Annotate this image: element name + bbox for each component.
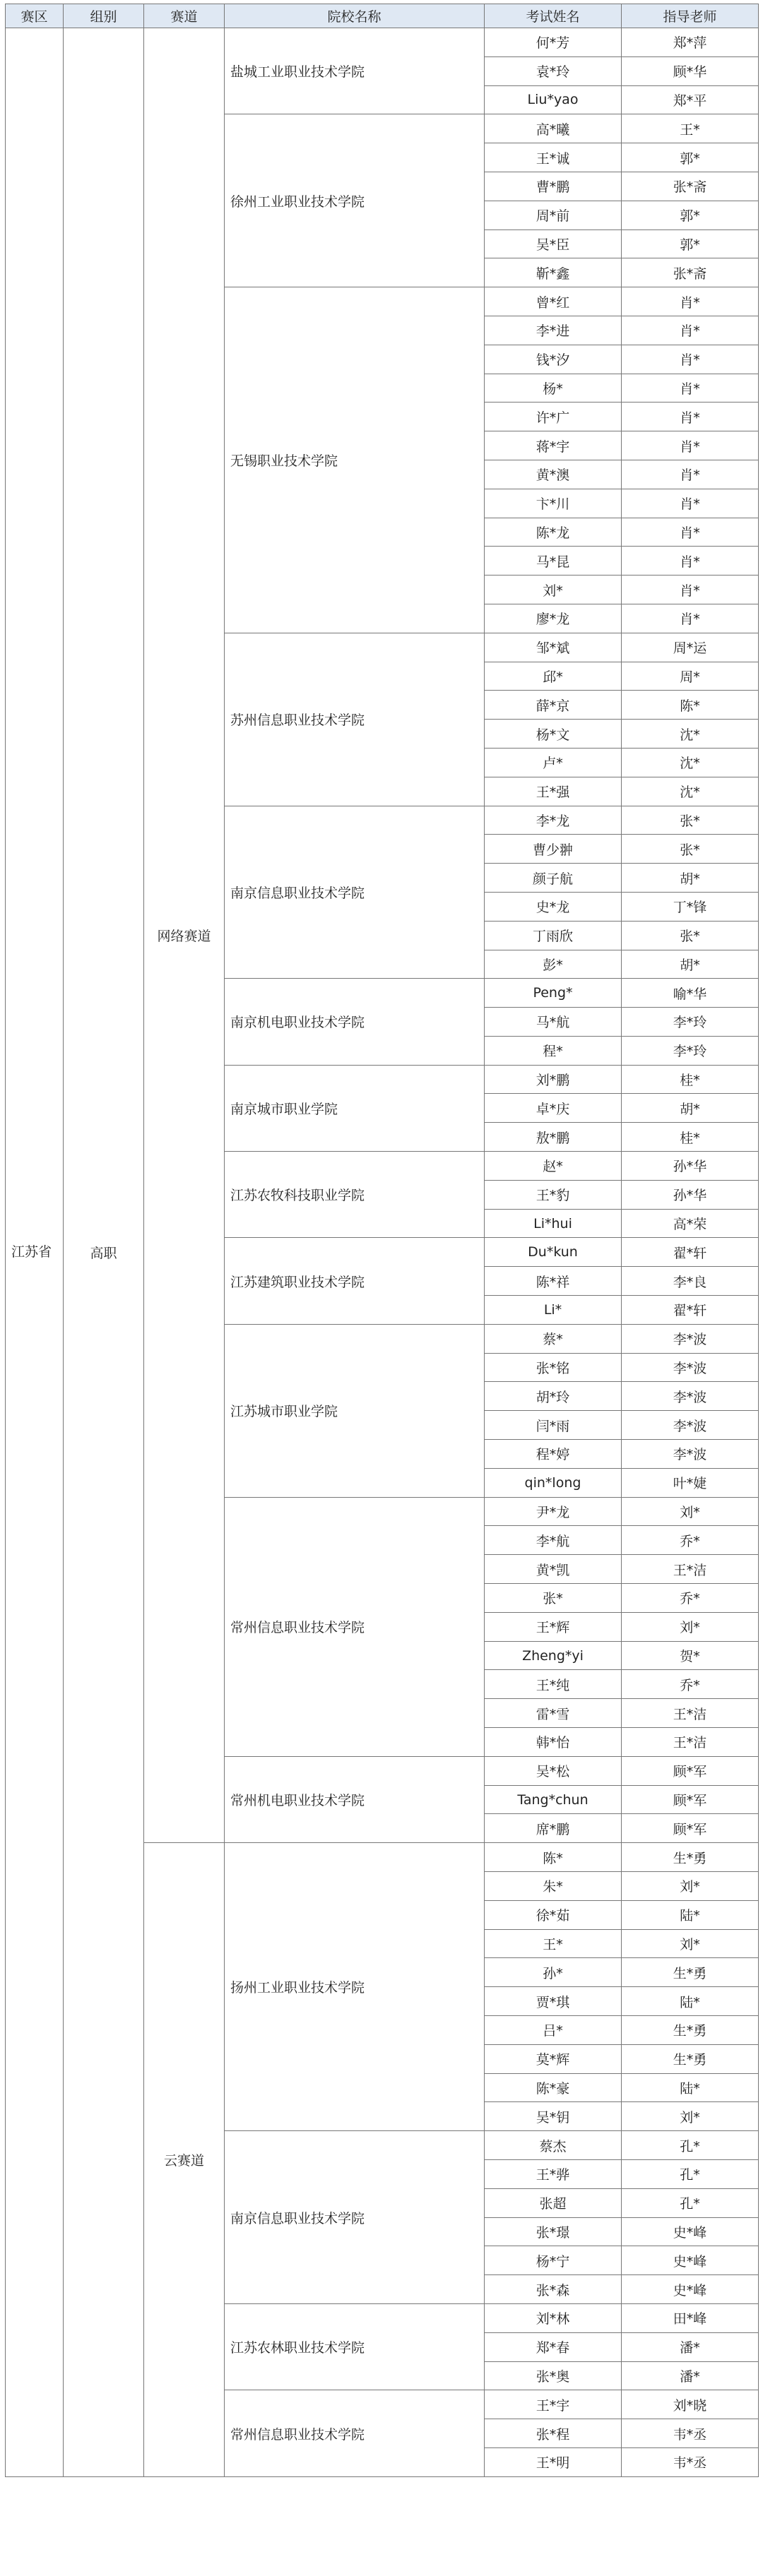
school-name-cell: 江苏农林职业技术学院	[225, 2303, 485, 2390]
advisor-name-cell: 郭*	[622, 229, 759, 258]
advisor-name-cell: 陆*	[622, 2073, 759, 2102]
header-track: 赛道	[144, 4, 225, 28]
student-name-cell: 王*辉	[485, 1612, 622, 1641]
advisor-name-cell: 周*运	[622, 633, 759, 662]
school-name-cell: 南京信息职业技术学院	[225, 2131, 485, 2304]
advisor-name-cell: 乔*	[622, 1526, 759, 1555]
student-name-cell: 王*豹	[485, 1180, 622, 1209]
student-name-cell: 尹*龙	[485, 1497, 622, 1526]
student-name-cell: 王*	[485, 1929, 622, 1958]
student-name-cell: 莫*辉	[485, 2044, 622, 2073]
advisor-name-cell: 张*	[622, 921, 759, 950]
group-cell: 高职	[64, 28, 144, 2477]
student-name-cell: 颜子航	[485, 864, 622, 893]
student-name-cell: 张超	[485, 2188, 622, 2217]
track-cell: 云赛道	[144, 1843, 225, 2477]
header-student: 考试姓名	[485, 4, 622, 28]
advisor-name-cell: 李*波	[622, 1411, 759, 1440]
advisor-name-cell: 张*	[622, 806, 759, 835]
advisor-name-cell: 韦*丞	[622, 2419, 759, 2448]
student-name-cell: 杨*宁	[485, 2246, 622, 2275]
school-name-cell: 南京城市职业学院	[225, 1065, 485, 1151]
school-name-cell: 江苏城市职业学院	[225, 1324, 485, 1497]
student-name-cell: 程*婷	[485, 1440, 622, 1469]
student-name-cell: 彭*	[485, 950, 622, 979]
advisor-name-cell: 郑*平	[622, 85, 759, 114]
advisor-name-cell: 乔*	[622, 1584, 759, 1613]
advisor-name-cell: 李*玲	[622, 1036, 759, 1065]
advisor-name-cell: 李*玲	[622, 1008, 759, 1037]
advisor-name-cell: 肖*	[622, 489, 759, 518]
student-name-cell: 蒋*宇	[485, 431, 622, 460]
advisor-name-cell: 乔*	[622, 1670, 759, 1699]
advisor-name-cell: 李*波	[622, 1382, 759, 1411]
student-name-cell: 曹*鹏	[485, 172, 622, 201]
advisor-name-cell: 孙*华	[622, 1180, 759, 1209]
advisor-name-cell: 陆*	[622, 1987, 759, 2016]
advisor-name-cell: 肖*	[622, 431, 759, 460]
advisor-name-cell: 史*峰	[622, 2217, 759, 2246]
header-region: 赛区	[6, 4, 64, 28]
advisor-name-cell: 顾*军	[622, 1814, 759, 1843]
advisor-name-cell: 肖*	[622, 402, 759, 431]
school-name-cell: 南京机电职业技术学院	[225, 979, 485, 1065]
student-name-cell: 陈*龙	[485, 518, 622, 547]
student-name-cell: 敖*鹏	[485, 1123, 622, 1152]
advisor-name-cell: 郭*	[622, 143, 759, 172]
student-name-cell: 袁*玲	[485, 56, 622, 85]
student-name-cell: 史*龙	[485, 892, 622, 921]
student-name-cell: 朱*	[485, 1872, 622, 1901]
school-name-cell: 江苏农牧科技职业学院	[225, 1152, 485, 1238]
student-name-cell: 许*广	[485, 402, 622, 431]
student-name-cell: 周*前	[485, 201, 622, 229]
student-name-cell: 黄*凯	[485, 1555, 622, 1584]
student-name-cell: 刘*林	[485, 2303, 622, 2332]
advisor-name-cell: 肖*	[622, 547, 759, 576]
advisor-name-cell: 孔*	[622, 2159, 759, 2188]
advisor-name-cell: 刘*	[622, 1612, 759, 1641]
advisor-name-cell: 肖*	[622, 518, 759, 547]
advisor-name-cell: 史*峰	[622, 2246, 759, 2275]
student-name-cell: 赵*	[485, 1152, 622, 1181]
student-name-cell: 曾*红	[485, 287, 622, 316]
student-name-cell: Tang*chun	[485, 1785, 622, 1814]
student-name-cell: 何*芳	[485, 28, 622, 57]
advisor-name-cell: 刘*	[622, 1872, 759, 1901]
advisor-name-cell: 孙*华	[622, 1152, 759, 1181]
student-name-cell: 吴*松	[485, 1756, 622, 1785]
advisor-name-cell: 沈*	[622, 748, 759, 777]
student-name-cell: 陈*	[485, 1843, 622, 1872]
header-school: 院校名称	[225, 4, 485, 28]
advisor-name-cell: 李*良	[622, 1267, 759, 1296]
advisor-name-cell: 沈*	[622, 720, 759, 749]
advisor-name-cell: 胡*	[622, 864, 759, 893]
student-name-cell: 陈*豪	[485, 2073, 622, 2102]
advisor-name-cell: 桂*	[622, 1065, 759, 1094]
student-name-cell: 雷*雪	[485, 1699, 622, 1728]
student-name-cell: 闫*雨	[485, 1411, 622, 1440]
advisor-name-cell: 肖*	[622, 576, 759, 604]
advisor-name-cell: 王*洁	[622, 1728, 759, 1757]
student-name-cell: 张*铭	[485, 1353, 622, 1382]
student-name-cell: Du*kun	[485, 1238, 622, 1267]
advisor-name-cell: 生*勇	[622, 2015, 759, 2044]
student-name-cell: Liu*yao	[485, 85, 622, 114]
student-name-cell: 郑*春	[485, 2332, 622, 2361]
advisor-name-cell: 翟*轩	[622, 1296, 759, 1325]
student-name-cell: 邹*斌	[485, 633, 622, 662]
student-name-cell: 李*航	[485, 1526, 622, 1555]
region-label: 江苏省	[11, 1244, 52, 1260]
student-name-cell: 李*进	[485, 316, 622, 345]
advisor-name-cell: 张*	[622, 835, 759, 864]
track-cell: 网络赛道	[144, 28, 225, 1843]
school-name-cell: 徐州工业职业技术学院	[225, 114, 485, 287]
student-name-cell: 刘*	[485, 576, 622, 604]
student-name-cell: 蔡*	[485, 1324, 622, 1353]
table-body	[6, 28, 759, 2477]
advisor-name-cell: 胡*	[622, 1094, 759, 1123]
advisor-name-cell: 沈*	[622, 777, 759, 806]
student-name-cell: 张*奥	[485, 2361, 622, 2390]
student-name-cell: 卓*庆	[485, 1094, 622, 1123]
advisor-name-cell: 李*波	[622, 1324, 759, 1353]
advisor-name-cell: 刘*	[622, 2102, 759, 2131]
table-row	[6, 28, 759, 57]
student-name-cell: 胡*玲	[485, 1382, 622, 1411]
advisor-name-cell: 史*峰	[622, 2275, 759, 2304]
advisor-name-cell: 王*洁	[622, 1699, 759, 1728]
advisor-name-cell: 喻*华	[622, 979, 759, 1008]
advisor-name-cell: 韦*丞	[622, 2447, 759, 2476]
student-name-cell: 陈*祥	[485, 1267, 622, 1296]
advisor-name-cell: 肖*	[622, 345, 759, 374]
student-name-cell: 吴*钥	[485, 2102, 622, 2131]
advisor-name-cell: 李*波	[622, 1440, 759, 1469]
advisor-name-cell: 肖*	[622, 287, 759, 316]
advisor-name-cell: 郭*	[622, 201, 759, 229]
student-name-cell: 刘*鹏	[485, 1065, 622, 1094]
advisor-name-cell: 周*	[622, 662, 759, 691]
advisor-name-cell: 潘*	[622, 2361, 759, 2390]
student-name-cell: 丁雨欣	[485, 921, 622, 950]
student-name-cell: 孙*	[485, 1958, 622, 1987]
advisor-name-cell: 孔*	[622, 2131, 759, 2160]
student-name-cell: 王*诚	[485, 143, 622, 172]
student-name-cell: Li*hui	[485, 1209, 622, 1238]
student-name-cell: 韩*怡	[485, 1728, 622, 1757]
header-row	[6, 4, 759, 28]
advisor-name-cell: 高*荣	[622, 1209, 759, 1238]
school-name-cell: 扬州工业职业技术学院	[225, 1843, 485, 2131]
student-name-cell: 王*纯	[485, 1670, 622, 1699]
student-name-cell: Li*	[485, 1296, 622, 1325]
student-name-cell: 蔡杰	[485, 2131, 622, 2160]
student-name-cell: 邱*	[485, 662, 622, 691]
student-name-cell: qin*long	[485, 1468, 622, 1497]
advisor-name-cell: 生*勇	[622, 1958, 759, 1987]
advisor-name-cell: 王*洁	[622, 1555, 759, 1584]
advisor-name-cell: 肖*	[622, 460, 759, 489]
advisor-name-cell: 胡*	[622, 950, 759, 979]
school-name-cell: 南京信息职业技术学院	[225, 806, 485, 979]
advisor-name-cell: 陈*	[622, 691, 759, 720]
student-name-cell: 席*鹏	[485, 1814, 622, 1843]
advisor-name-cell: 顾*军	[622, 1785, 759, 1814]
student-name-cell: 黄*澳	[485, 460, 622, 489]
advisor-name-cell: 生*勇	[622, 2044, 759, 2073]
advisor-name-cell: 顾*军	[622, 1756, 759, 1785]
advisor-name-cell: 李*波	[622, 1353, 759, 1382]
school-name-cell: 苏州信息职业技术学院	[225, 633, 485, 806]
advisor-name-cell: 肖*	[622, 604, 759, 633]
advisor-name-cell: 陆*	[622, 1900, 759, 1929]
advisor-name-cell: 丁*锋	[622, 892, 759, 921]
student-name-cell: 程*	[485, 1036, 622, 1065]
advisor-name-cell: 肖*	[622, 374, 759, 402]
advisor-name-cell: 张*斋	[622, 258, 759, 287]
advisor-name-cell: 孔*	[622, 2188, 759, 2217]
student-name-cell: 王*强	[485, 777, 622, 806]
student-name-cell: 马*航	[485, 1008, 622, 1037]
advisor-name-cell: 张*斋	[622, 172, 759, 201]
student-name-cell: 曹少翀	[485, 835, 622, 864]
student-name-cell: 张*璟	[485, 2217, 622, 2246]
student-name-cell: 吴*臣	[485, 229, 622, 258]
header-advisor: 指导老师	[622, 4, 759, 28]
advisor-name-cell: 顾*华	[622, 56, 759, 85]
advisor-name-cell: 刘*晓	[622, 2390, 759, 2419]
advisor-name-cell: 刘*	[622, 1497, 759, 1526]
student-name-cell: 张*	[485, 1584, 622, 1613]
advisor-name-cell: 生*勇	[622, 1843, 759, 1872]
student-name-cell: 杨*文	[485, 720, 622, 749]
region-cell	[6, 28, 64, 2477]
results-table	[5, 4, 759, 2477]
advisor-name-cell: 郑*萍	[622, 28, 759, 57]
advisor-name-cell: 刘*	[622, 1929, 759, 1958]
student-name-cell: 廖*龙	[485, 604, 622, 633]
student-name-cell: 高*曦	[485, 114, 622, 143]
advisor-name-cell: 肖*	[622, 316, 759, 345]
student-name-cell: 王*宇	[485, 2390, 622, 2419]
student-name-cell: 钱*汐	[485, 345, 622, 374]
school-name-cell: 盐城工业职业技术学院	[225, 28, 485, 114]
student-name-cell: 卢*	[485, 748, 622, 777]
advisor-name-cell: 叶*婕	[622, 1468, 759, 1497]
student-name-cell: 张*森	[485, 2275, 622, 2304]
student-name-cell: 张*程	[485, 2419, 622, 2448]
school-name-cell: 常州信息职业技术学院	[225, 2390, 485, 2476]
student-name-cell: 王*明	[485, 2447, 622, 2476]
student-name-cell: 薛*京	[485, 691, 622, 720]
student-name-cell: 李*龙	[485, 806, 622, 835]
advisor-name-cell: 田*峰	[622, 2303, 759, 2332]
advisor-name-cell: 潘*	[622, 2332, 759, 2361]
advisor-name-cell: 桂*	[622, 1123, 759, 1152]
student-name-cell: 贾*琪	[485, 1987, 622, 2016]
school-name-cell: 常州机电职业技术学院	[225, 1756, 485, 1842]
advisor-name-cell: 王*	[622, 114, 759, 143]
student-name-cell: 徐*茹	[485, 1900, 622, 1929]
school-name-cell: 常州信息职业技术学院	[225, 1497, 485, 1756]
student-name-cell: 王*骅	[485, 2159, 622, 2188]
student-name-cell: 杨*	[485, 374, 622, 402]
school-name-cell: 无锡职业技术学院	[225, 287, 485, 633]
student-name-cell: Zheng*yi	[485, 1641, 622, 1670]
results-table-container	[5, 4, 758, 2477]
advisor-name-cell: 贺*	[622, 1641, 759, 1670]
student-name-cell: 马*昆	[485, 547, 622, 576]
advisor-name-cell: 翟*轩	[622, 1238, 759, 1267]
school-name-cell: 江苏建筑职业技术学院	[225, 1238, 485, 1324]
student-name-cell: Peng*	[485, 979, 622, 1008]
header-group: 组别	[64, 4, 144, 28]
student-name-cell: 卞*川	[485, 489, 622, 518]
student-name-cell: 靳*鑫	[485, 258, 622, 287]
student-name-cell: 吕*	[485, 2015, 622, 2044]
